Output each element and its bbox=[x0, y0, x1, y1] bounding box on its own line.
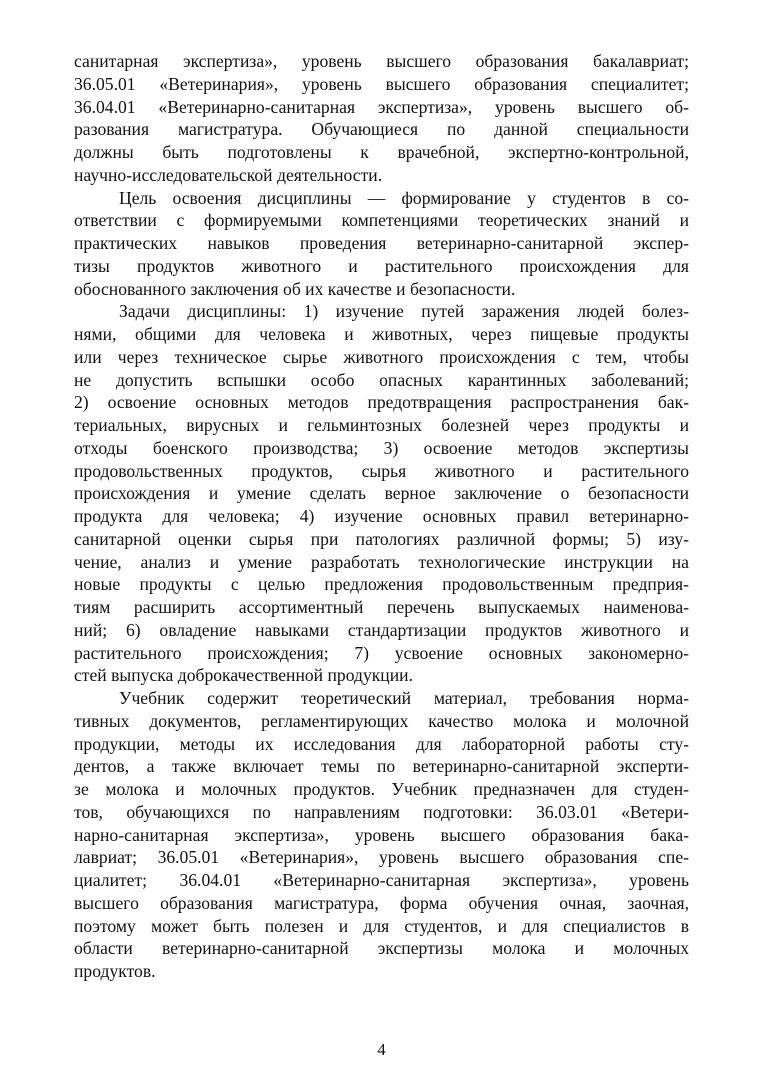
text-line: Учебник содержит теоретический материал, требования норма- bbox=[119, 688, 689, 708]
text-line: новые продукты с целью предложения продовольственным предприя- bbox=[74, 574, 689, 595]
text-line: тиям расширить ассортиментный перечень выпускаемых наименова- bbox=[74, 597, 689, 617]
text-line: 36.05.01 «Ветеринария», уровень высшего образования специалитет; bbox=[74, 73, 689, 94]
text-line: поэтому может быть полезен и для студентов, и для специалистов в bbox=[74, 915, 689, 936]
text-line: зе молока и молочных продуктов. Учебник предназначен для студен- bbox=[74, 779, 689, 799]
text-line: тов, обучающихся по направлениям подготовки: 36.03.01 «Ветери- bbox=[74, 801, 689, 822]
text-line: тивных документов, регламентирующих качество молока и молочной bbox=[74, 710, 689, 731]
text-line: происхождения и умение сделать верное заключение о безопасности bbox=[74, 483, 689, 504]
text-line: нарно-санитарная экспертиза», уровень высшего образования бака- bbox=[74, 824, 689, 845]
text-line: области ветеринарно-санитарной экспертизы молока и молочных bbox=[74, 938, 689, 959]
text-line: лавриат; 36.05.01 «Ветеринария», уровень высшего образования спе- bbox=[74, 847, 689, 868]
text-line: Задачи дисциплины: 1) изучение путей заражения людей болез- bbox=[119, 301, 689, 322]
text-line: ответствии с формируемыми компетенциями теоретических знаний и bbox=[74, 210, 689, 231]
page-body bbox=[74, 50, 689, 983]
text-line: практических навыков проведения ветеринарно-санитарной экспер- bbox=[74, 233, 689, 253]
text-line: научно-исследовательской деятельности. bbox=[74, 164, 383, 185]
text-line: 36.04.01 «Ветеринарно-санитарная экспертиза», уровень высшего об- bbox=[74, 96, 689, 117]
text-line: или через техническое сырье животного происхождения с тем, чтобы bbox=[74, 346, 689, 367]
text-line: высшего образования магистратура, форма обучения очная, заочная, bbox=[74, 892, 689, 913]
text-line: продукции, методы их исследования для лабораторной работы сту- bbox=[74, 733, 689, 754]
text-line: растительного происхождения; 7) усвоение основных закономерно- bbox=[74, 642, 689, 663]
text-line: 2) освоение основных методов предотвращения распространения бак- bbox=[74, 392, 689, 413]
text-line: должны быть подготовлены к врачебной, экспертно-контрольной, bbox=[74, 142, 689, 162]
text-line: отходы боенского производства; 3) освоение методов экспертизы bbox=[74, 437, 689, 458]
paragraph-tasks bbox=[74, 300, 689, 687]
text-line: ний; 6) овладение навыками стандартизации продуктов животного и bbox=[74, 619, 689, 640]
text-line: разования магистратура. Обучающиеся по данной специальности bbox=[74, 119, 689, 140]
text-line: не допустить вспышки особо опасных карантинных заболеваний; bbox=[74, 369, 689, 390]
text-line: Цель освоения дисциплины — формирование у студентов в со- bbox=[119, 187, 689, 208]
text-line: санитарная экспертиза», уровень высшего образования бакалавриат; bbox=[74, 51, 689, 71]
paragraph-intro bbox=[74, 50, 689, 187]
page-number: 4 bbox=[377, 1040, 386, 1059]
paragraph-textbook bbox=[74, 687, 689, 983]
text-line: дентов, а также включает темы по ветеринарно-санитарной эксперти- bbox=[74, 756, 689, 777]
text-line: стей выпуска доброкачественной продукции. bbox=[74, 665, 413, 686]
text-line: санитарной оценки сырья при патологиях различной формы; 5) изу- bbox=[74, 528, 689, 549]
text-line: обоснованного заключения об их качестве и безопасности. bbox=[74, 278, 516, 299]
paragraph-goal bbox=[74, 187, 689, 301]
text-line: циалитет; 36.04.01 «Ветеринарно-санитарная экспертиза», уровень bbox=[74, 870, 689, 890]
text-line: тизы продуктов животного и растительного происхождения для bbox=[74, 255, 689, 276]
text-line: нями, общими для человека и животных, через пищевые продукты bbox=[74, 324, 689, 344]
text-line: продукта для человека; 4) изучение основных правил ветеринарно- bbox=[74, 506, 689, 526]
text-line: териальных, вирусных и гельминтозных болезней через продукты и bbox=[74, 415, 689, 435]
text-line: продуктов. bbox=[74, 961, 156, 981]
text-line: продовольственных продуктов, сырья животного и растительного bbox=[74, 460, 689, 481]
text-line: чение, анализ и умение разработать технологические инструкции на bbox=[74, 551, 689, 572]
